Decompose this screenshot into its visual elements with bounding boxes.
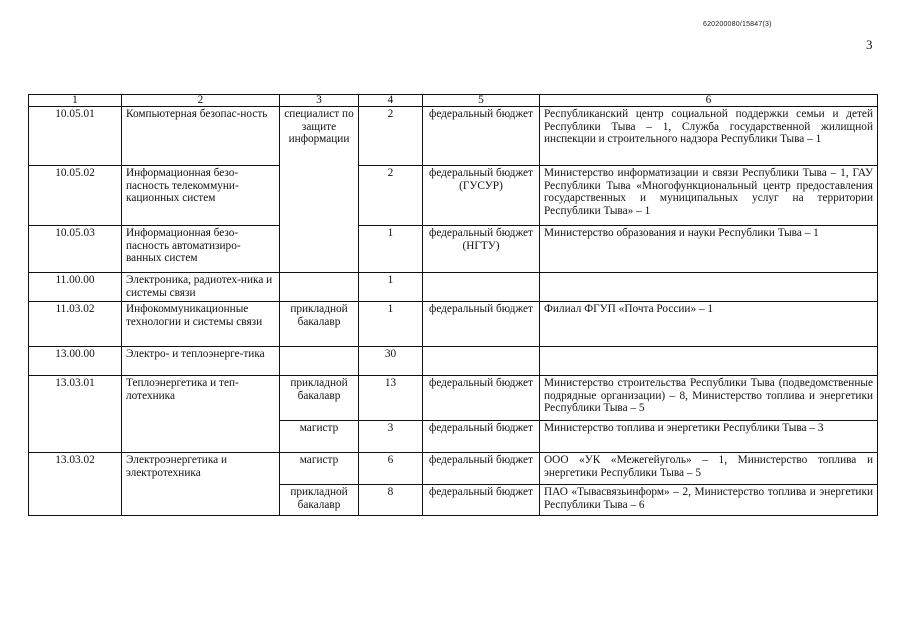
code-cell: 11.00.00 (29, 273, 122, 302)
source-cell: федеральный бюджет (423, 453, 540, 485)
code-cell: 11.03.02 (29, 302, 122, 347)
source-cell (423, 273, 540, 302)
count-cell: 3 (359, 421, 423, 453)
level-cell: прикладной бакалавр (280, 376, 359, 421)
count-cell: 13 (359, 376, 423, 421)
document-id: 620200080/15847(3) (703, 21, 772, 28)
table-row (29, 453, 878, 485)
header-cell: 1 (29, 95, 122, 107)
name-cell: Электро- и теплоэнерге-тика (122, 347, 280, 376)
count-cell: 30 (359, 347, 423, 376)
source-cell: федеральный бюджет (423, 107, 540, 166)
code-cell: 10.05.03 (29, 226, 122, 273)
name-cell: Компьютерная безопас-ность (122, 107, 280, 166)
source-cell: федеральный бюджет (423, 376, 540, 421)
header-cell: 6 (540, 95, 878, 107)
level-cell (280, 273, 359, 302)
employers-cell: Министерство информатизации и связи Республики Тыва – 1, ГАУ Республики Тыва «Многофункциональный центр предоставления государственных и муниципальных услуг на территории Республики Тыва» – 1 (540, 166, 878, 226)
level-cell: прикладной бакалавр (280, 302, 359, 347)
count-cell: 1 (359, 273, 423, 302)
table-row (29, 347, 878, 376)
level-cell: магистр (280, 453, 359, 485)
employers-cell (540, 347, 878, 376)
source-cell: федеральный бюджет (НГТУ) (423, 226, 540, 273)
count-cell: 8 (359, 485, 423, 516)
header-cell: 4 (359, 95, 423, 107)
source-cell: федеральный бюджет (ГУСУР) (423, 166, 540, 226)
source-cell: федеральный бюджет (423, 485, 540, 516)
level-cell (280, 347, 359, 376)
name-cell: Информационная безо-пасность автоматизиро-ванных систем (122, 226, 280, 273)
name-cell: Инфокоммуникационные технологии и системы связи (122, 302, 280, 347)
header-cell: 5 (423, 95, 540, 107)
table-row (29, 302, 878, 347)
code-cell: 13.03.02 (29, 453, 122, 516)
employers-cell: ПАО «Тывасвязьинформ» – 2, Министерство топлива и энергетики Республики Тыва – 6 (540, 485, 878, 516)
name-cell: Информационная безо-пасность телекоммуни-кационных систем (122, 166, 280, 226)
page-number: 3 (866, 37, 873, 52)
employers-cell: Республиканский центр социальной поддержки семьи и детей Республики Тыва – 1, Служба государственной жилищной инспекции и строительного надзора Республики Тыва – 1 (540, 107, 878, 166)
table-row (29, 376, 878, 421)
table-row (29, 273, 878, 302)
header-cell: 2 (122, 95, 280, 107)
employers-cell: ООО «УК «Межегейуголь» – 1, Министерство топлива и энергетики Республики Тыва – 5 (540, 453, 878, 485)
source-cell: федеральный бюджет (423, 421, 540, 453)
table-row (29, 226, 878, 273)
source-cell: федеральный бюджет (423, 302, 540, 347)
code-cell: 10.05.01 (29, 107, 122, 166)
name-cell: Электроника, радиотех-ника и системы связи (122, 273, 280, 302)
code-cell: 13.00.00 (29, 347, 122, 376)
level-cell: специалист по защите информации (280, 107, 359, 273)
header-cell: 3 (280, 95, 359, 107)
table-header-row (29, 95, 878, 107)
specialties-table (28, 94, 878, 516)
employers-cell: Министерство строительства Республики Тыва (подведомственные подрядные организации) – 8, Министерство топлива и энергетики Республики Тыва – 5 (540, 376, 878, 421)
table-row (29, 107, 878, 166)
name-cell: Электроэнергетика и электротехника (122, 453, 280, 516)
source-cell (423, 347, 540, 376)
employers-cell: Филиал ФГУП «Почта России» – 1 (540, 302, 878, 347)
name-cell: Теплоэнергетика и теп-лотехника (122, 376, 280, 453)
count-cell: 2 (359, 166, 423, 226)
table-row (29, 166, 878, 226)
employers-cell: Министерство образования и науки Республики Тыва – 1 (540, 226, 878, 273)
level-cell: прикладной бакалавр (280, 485, 359, 516)
count-cell: 2 (359, 107, 423, 166)
count-cell: 1 (359, 226, 423, 273)
code-cell: 13.03.01 (29, 376, 122, 453)
count-cell: 1 (359, 302, 423, 347)
level-cell: магистр (280, 421, 359, 453)
employers-cell: Министерство топлива и энергетики Республики Тыва – 3 (540, 421, 878, 453)
code-cell: 10.05.02 (29, 166, 122, 226)
count-cell: 6 (359, 453, 423, 485)
employers-cell (540, 273, 878, 302)
